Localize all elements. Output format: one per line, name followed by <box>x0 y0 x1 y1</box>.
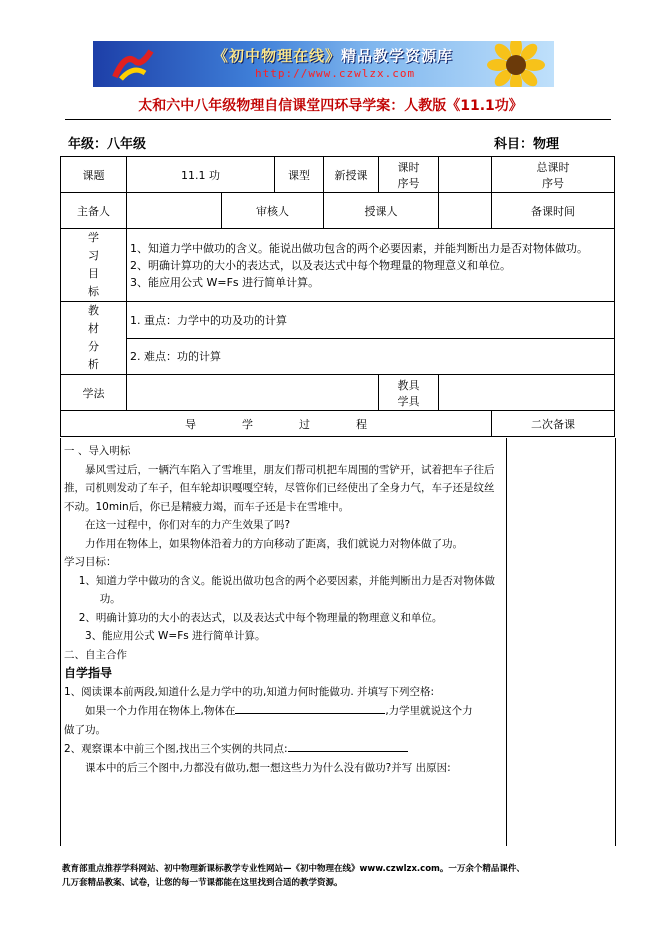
section-cooperate-heading: 二、自主合作 <box>64 648 127 661</box>
question-2b: 课本中的后三个图中,力都没有做功,想一想这些力为什么没有做功?并写 出原因: <box>85 761 451 774</box>
definition-paragraph: 力作用在物体上，如果物体沿着力的方向移动了距离，我们就说力对物体做了功。 <box>85 537 463 550</box>
story-paragraph: 暴风雪过后，一辆汽车陷入了雪堆里，朋友们帮司机把车周围的雪铲开，试着把车子往后推，司机则发动了车子，但车轮却识嘎嘎空转，尽管你们已经使出了全身力气，车子还是纹丝不动。10min后，你已是精疲力竭，而车子还是卡在雪堆中。 <box>64 463 495 513</box>
lesson-info-table <box>60 156 615 437</box>
preparer-label: 主备人 <box>61 193 127 229</box>
grade-label: 年级：八年级 <box>68 137 147 152</box>
header-banner <box>93 41 554 87</box>
method-label: 学法 <box>61 375 127 411</box>
reviewer-label: 审核人 <box>222 193 324 229</box>
preparer-value <box>127 193 222 229</box>
period-label: 课时 序号 <box>379 157 439 193</box>
banner-url: http://www.czwlzx.com <box>255 67 416 80</box>
goal-item-1: 1、知道力学中做功的含义。能说出做功包含的两个必要因素，并能判断出力是否对物体做功。 <box>78 574 495 605</box>
key-point: 1. 重点：力学中的功及功的计算 <box>127 302 615 339</box>
footer-line-1: 教育部重点推荐学科网站、初中物理新课标教学专业性网站—《初中物理在线》www.czwlzx.com。一万余个精品课件、 <box>62 864 525 874</box>
question-1-end: 做了功。 <box>64 723 106 736</box>
answer-blank-1[interactable] <box>235 701 385 714</box>
question-1: 1、阅读课本前两段,知道什么是力学中的功,知道力何时能做功. 并填写下列空格: <box>64 685 435 698</box>
title-rule <box>65 119 611 120</box>
topic-label: 课题 <box>61 157 127 193</box>
topic-value: 11.1 功 <box>127 157 275 193</box>
goals-list: 1、知道力学中做功的含义。能说出做功包含的两个必要因素，并能判断出力是否对物体做功。 2、明确计算功的大小的表达式，以及表达式中每个物理量的物理意义和单位。 3、能应用公式 W=Fs 进行简单计算。 <box>127 229 615 302</box>
sunflower-icon <box>486 41 546 87</box>
goal-item-2: 2、明确计算功的大小的表达式，以及表达式中每个物理量的物理意义和单位。 <box>78 611 443 624</box>
question-1-blank: 如果一个力作用在物体上,物体在 ,力学里就说这个力 <box>64 701 502 721</box>
process-header: 导 学 过 程 <box>61 411 492 437</box>
prep-time-label: 备课时间 <box>492 193 615 229</box>
analysis-label: 教 材 分 析 <box>61 302 127 375</box>
banner-title: 《初中物理在线》精品教学资源库 <box>213 47 454 65</box>
question-2: 2、观察课本中前三个图,找出三个实例的共同点: <box>64 739 502 759</box>
type-label: 课型 <box>275 157 324 193</box>
goals-label: 学 习 目 标 <box>61 229 127 302</box>
process-content <box>64 442 502 777</box>
question-paragraph: 在这一过程中，你们对车的力产生效果了吗? <box>85 519 291 531</box>
period-value <box>439 157 492 193</box>
goal-item-3: 3、能应用公式 W=Fs 进行简单计算。 <box>85 630 266 642</box>
tools-value <box>439 375 615 411</box>
footer-line-2: 几万套精品教案、试卷，让您的每一节课都能在这里找到合适的教学资源。 <box>62 878 343 888</box>
self-study-heading: 自学指导 <box>64 666 113 680</box>
section-intro-heading: 一 、导入明标 <box>64 445 131 457</box>
page-footer <box>62 862 602 890</box>
method-value <box>127 375 379 411</box>
site-logo-icon <box>111 47 157 81</box>
subject-label: 科目：物理 <box>494 137 560 152</box>
answer-blank-2[interactable] <box>288 739 408 752</box>
teacher-label: 授课人 <box>324 193 439 229</box>
difficulty-point: 2. 难点：功的计算 <box>127 338 615 375</box>
second-prep-header: 二次备课 <box>492 411 615 437</box>
process-body <box>60 438 616 846</box>
total-period-label: 总课时 序号 <box>492 157 615 193</box>
column-divider <box>506 438 507 846</box>
type-value: 新授课 <box>324 157 379 193</box>
document-title: 太和六中八年级物理自信课堂四环导学案：人教版《11.1功》 <box>138 98 523 114</box>
tools-label: 教具 学具 <box>379 375 439 411</box>
goals-heading: 学习目标： <box>64 556 117 568</box>
teacher-value <box>439 193 492 229</box>
